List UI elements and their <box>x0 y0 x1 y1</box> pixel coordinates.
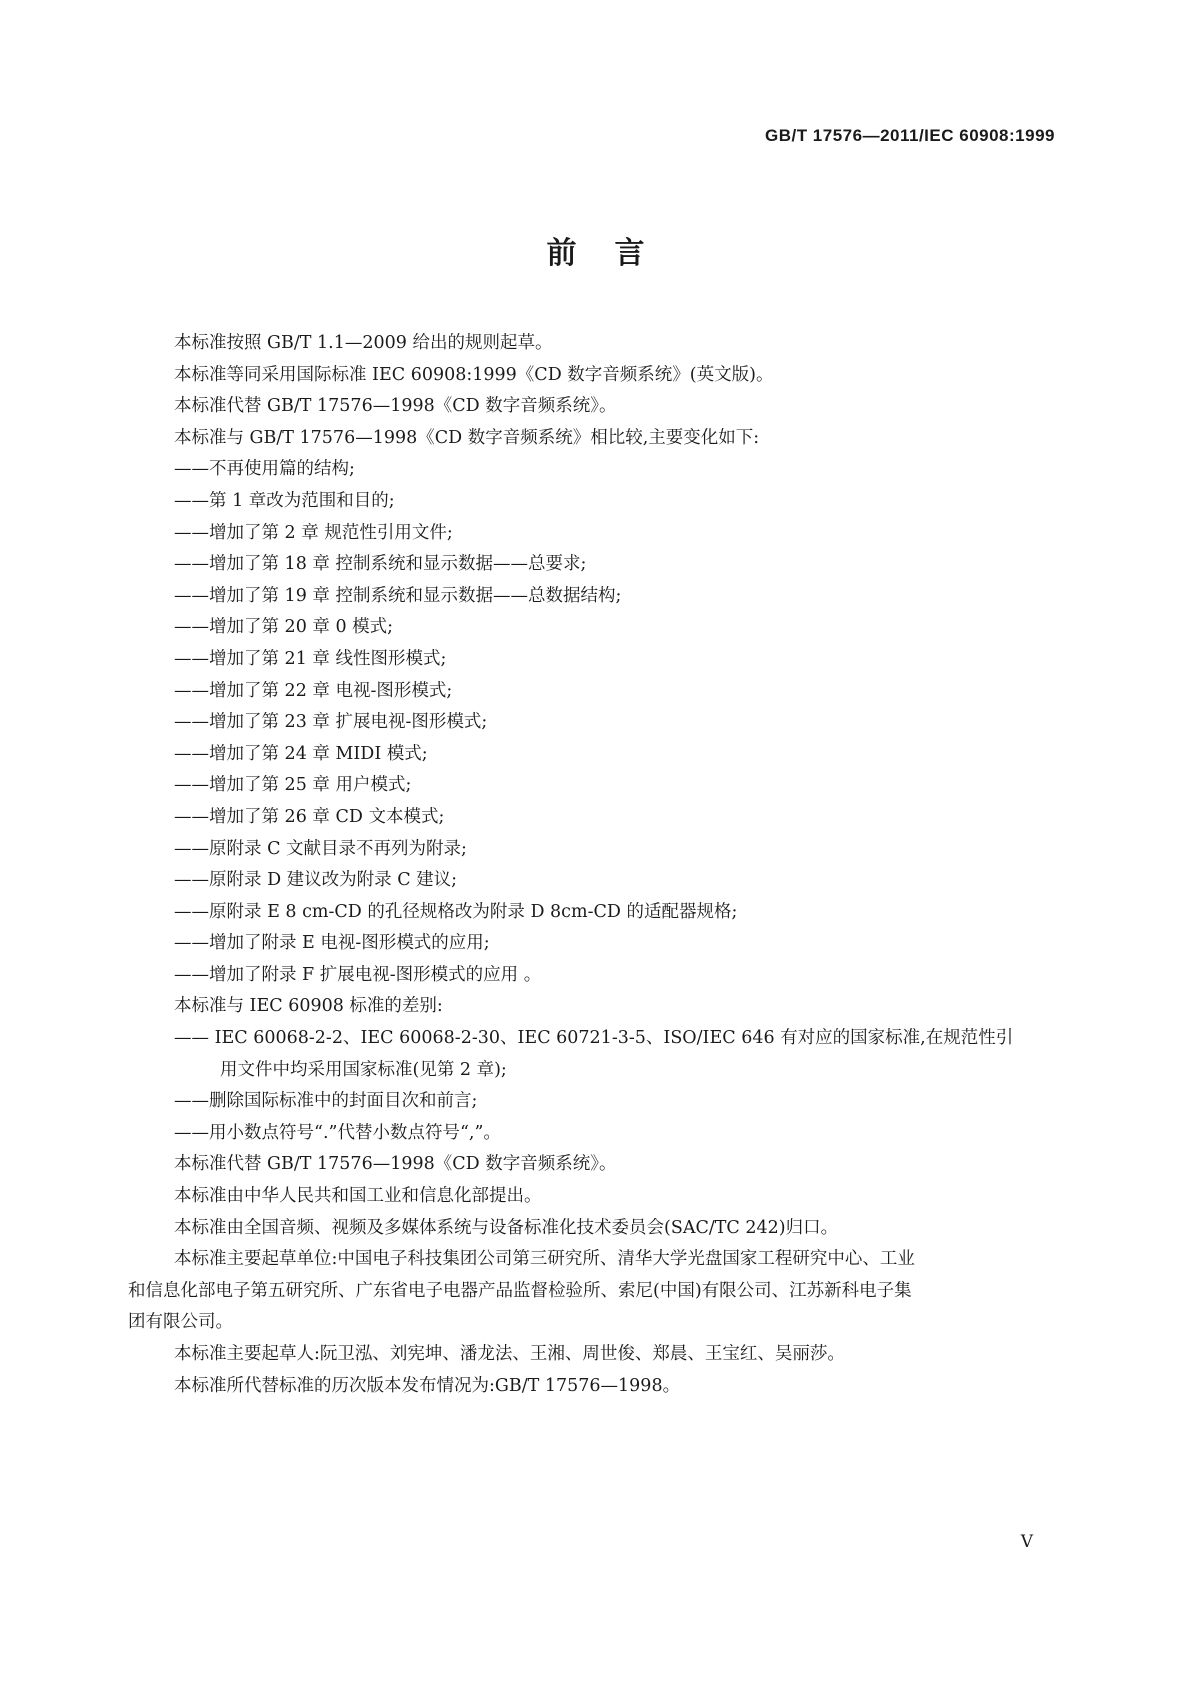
text-line: ——增加了附录 E 电视-图形模式的应用; <box>174 933 490 954</box>
text-line: ——不再使用篇的结构; <box>174 459 355 480</box>
text-line: 本标准代替 GB/T 17576—1998《CD 数字音频系统》。 <box>174 396 617 417</box>
text-line: ——增加了第 2 章 规范性引用文件; <box>174 522 453 543</box>
text-line: 本标准代替 GB/T 17576—1998《CD 数字音频系统》。 <box>174 1154 617 1175</box>
text-line: ——删除国际标准中的封面目次和前言; <box>174 1091 478 1112</box>
page-title: 前言 <box>546 236 683 271</box>
text-line: ——增加了附录 F 扩展电视-图形模式的应用 。 <box>174 964 542 985</box>
text-line: 本标准与 IEC 60908 标准的差别: <box>174 996 443 1017</box>
text-line: ——增加了第 21 章 线性图形模式; <box>174 648 447 669</box>
text-line: ——原附录 D 建议改为附录 C 建议; <box>174 870 458 891</box>
text-line: 本标准按照 GB/T 1.1—2009 给出的规则起草。 <box>174 333 553 353</box>
text-line: 团有限公司。 <box>128 1312 233 1333</box>
text-line: —— IEC 60068-2-2、IEC 60068-2-30、IEC 60721-3-5、ISO/IEC 646 有对应的国家标准,在规范性引 <box>174 1028 1014 1049</box>
text-line: ——原附录 E 8 cm-CD 的孔径规格改为附录 D 8cm-CD 的适配器规格; <box>174 901 738 922</box>
text-line: ——增加了第 20 章 0 模式; <box>174 617 394 638</box>
text-line: ——增加了第 26 章 CD 文本模式; <box>174 806 445 827</box>
text-line: 本标准由全国音频、视频及多媒体系统与设备标准化技术委员会(SAC/TC 242)归口。 <box>174 1217 839 1238</box>
text-line: ——原附录 C 文献目录不再列为附录; <box>174 838 467 859</box>
text-line: ——第 1 章改为范围和目的; <box>174 490 395 511</box>
standard-code: GB/T 17576—2011/IEC 60908:1999 <box>764 126 1055 145</box>
document-body <box>128 328 1054 1402</box>
text-line: ——增加了第 25 章 用户模式; <box>174 775 412 796</box>
text-line: 本标准由中华人民共和国工业和信息化部提出。 <box>174 1186 542 1207</box>
text-line: 本标准所代替标准的历次版本发布情况为:GB/T 17576—1998。 <box>174 1375 681 1396</box>
text-line: ——增加了第 18 章 控制系统和显示数据——总要求; <box>174 554 587 575</box>
text-line: 和信息化部电子第五研究所、广东省电子电器产品监督检验所、索尼(中国)有限公司、江苏新科电子集 <box>128 1280 912 1301</box>
text-line: ——增加了第 19 章 控制系统和显示数据——总数据结构; <box>174 585 622 606</box>
text-line: 本标准等同采用国际标准 IEC 60908:1999《CD 数字音频系统》(英文版)。 <box>174 364 774 385</box>
text-line: ——增加了第 23 章 扩展电视-图形模式; <box>174 712 488 733</box>
page-number: V <box>1020 1532 1033 1552</box>
text-line: 本标准主要起草人:阮卫泓、刘宪坤、潘龙法、王湘、周世俊、郑晨、王宝红、吴丽莎。 <box>174 1344 845 1364</box>
text-line: 本标准与 GB/T 17576—1998《CD 数字音频系统》相比较,主要变化如下: <box>174 427 760 448</box>
text-line: ——增加了第 24 章 MIDI 模式; <box>174 743 428 764</box>
text-line: 本标准主要起草单位:中国电子科技集团公司第三研究所、清华大学光盘国家工程研究中心、工业 <box>174 1249 915 1270</box>
text-line: ——用小数点符号“.”代替小数点符号“,”。 <box>174 1122 501 1143</box>
text-line: ——增加了第 22 章 电视-图形模式; <box>174 680 453 701</box>
text-line: 用文件中均采用国家标准(见第 2 章); <box>220 1059 507 1080</box>
